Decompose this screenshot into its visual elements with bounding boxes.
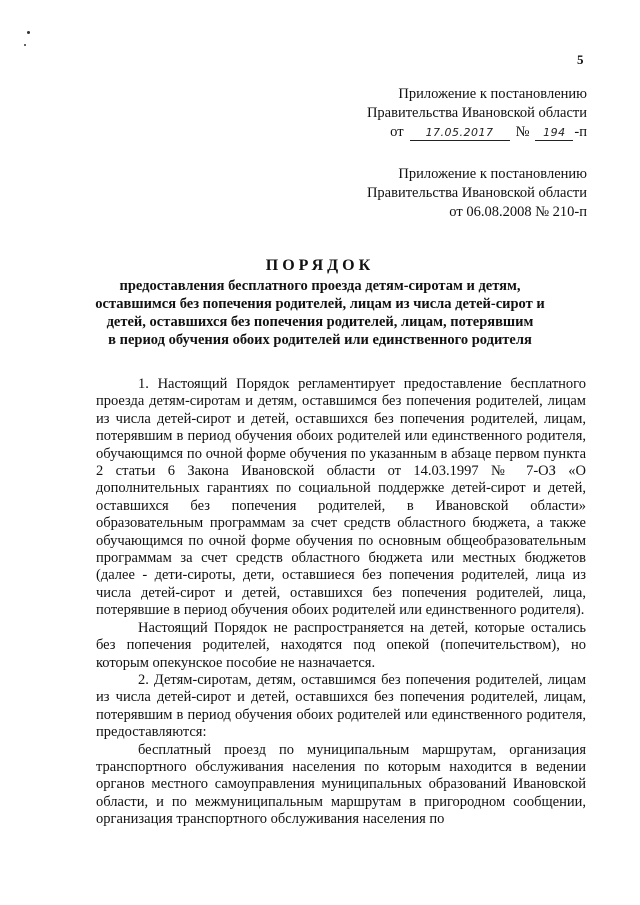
scan-speck (24, 44, 26, 46)
appendix-current-header (367, 85, 587, 142)
subtitle-line: в период обучения обоих родителей или единственного родителя (108, 332, 532, 348)
paragraph-1: 1. Настоящий Порядок регламентирует предоставление бесплатного проезда детям-сиротам и детям, оставшимся без попечения родителей, лицам из числа детей-сирот и детей, оставшихся без попечения родителей, лицам, потерявшим в период обучения обоих родителей или единственного родителя, обучающимся по очной форме обучения по указанным в абзаце первом пункта 2 статьи 6 Закона Ивановской области от 14.03.1997 № 7-ОЗ «О дополнительных гарантиях по социальной поддержке детей-сирот и детей, оставшихся без попечения родителей, в Ивановской области» образовательным программам за счет средств областного бюджета, а также обучающимся по очной форме обучения по основным общеобразовательным программам за счет средств областного бюджета или местных бюджетов (далее - дети-сироты, дети, оставшиеся без попечения родителей, лица из числа детей-сирот и детей, оставшихся без попечения родителей, лица, потерявшие в период обучения обоих родителей или единственного родителя). (96, 376, 586, 619)
number-prefix: № (515, 124, 530, 140)
document-title: ПОРЯДОК (265, 257, 375, 274)
document-subtitle (60, 277, 580, 349)
scan-speck (27, 31, 30, 34)
handwritten-date: 17.05.2017 (410, 126, 510, 141)
appendix-original-line3: от 06.08.2008 № 210-п (449, 204, 587, 220)
subtitle-line: детей, оставшихся без попечения родителей, лицам, потерявшим (106, 314, 534, 330)
date-prefix: от (390, 124, 404, 140)
document-body (96, 376, 586, 829)
paragraph-3: 2. Детям-сиротам, детям, оставшимся без попечения родителей, лицам из числа детей-сирот и детей, оставшихся без попечения родителей, лицам, потерявшим в период обучения обоих родителей или единственного родителя, предоставляются: (96, 671, 586, 741)
appendix-original-line2: Правительства Ивановской области (366, 185, 587, 201)
page-number: 5 (577, 52, 584, 67)
paragraph-4: бесплатный проезд по муниципальным маршрутам, организация транспортного обслуживания населения по которым находится в ведении органов местного самоуправления муниципальных образований Ивановской области, и по межмуниципальным маршрутам в пригородном сообщении, организация транспортного обслуживания населения по (96, 741, 586, 828)
appendix-original-header (367, 165, 587, 222)
appendix-date-line (367, 123, 587, 142)
paragraph-2: Настоящий Порядок не распространяется на детей, которые остались без попечения родителей, находятся под опекой (попечительством), но которым опекунское пособие не назначается. (96, 619, 586, 671)
subtitle-line: оставшимся без попечения родителей, лицам из числа детей-сирот и (95, 296, 545, 312)
handwritten-number: 194 (535, 126, 573, 141)
subtitle-line: предоставления бесплатного проезда детям-сиротам и детям, (119, 278, 521, 294)
appendix-line1: Приложение к постановлению (398, 86, 587, 102)
appendix-original-line1: Приложение к постановлению (398, 166, 587, 182)
appendix-line2: Правительства Ивановской области (366, 105, 587, 121)
number-suffix: -п (574, 124, 587, 140)
